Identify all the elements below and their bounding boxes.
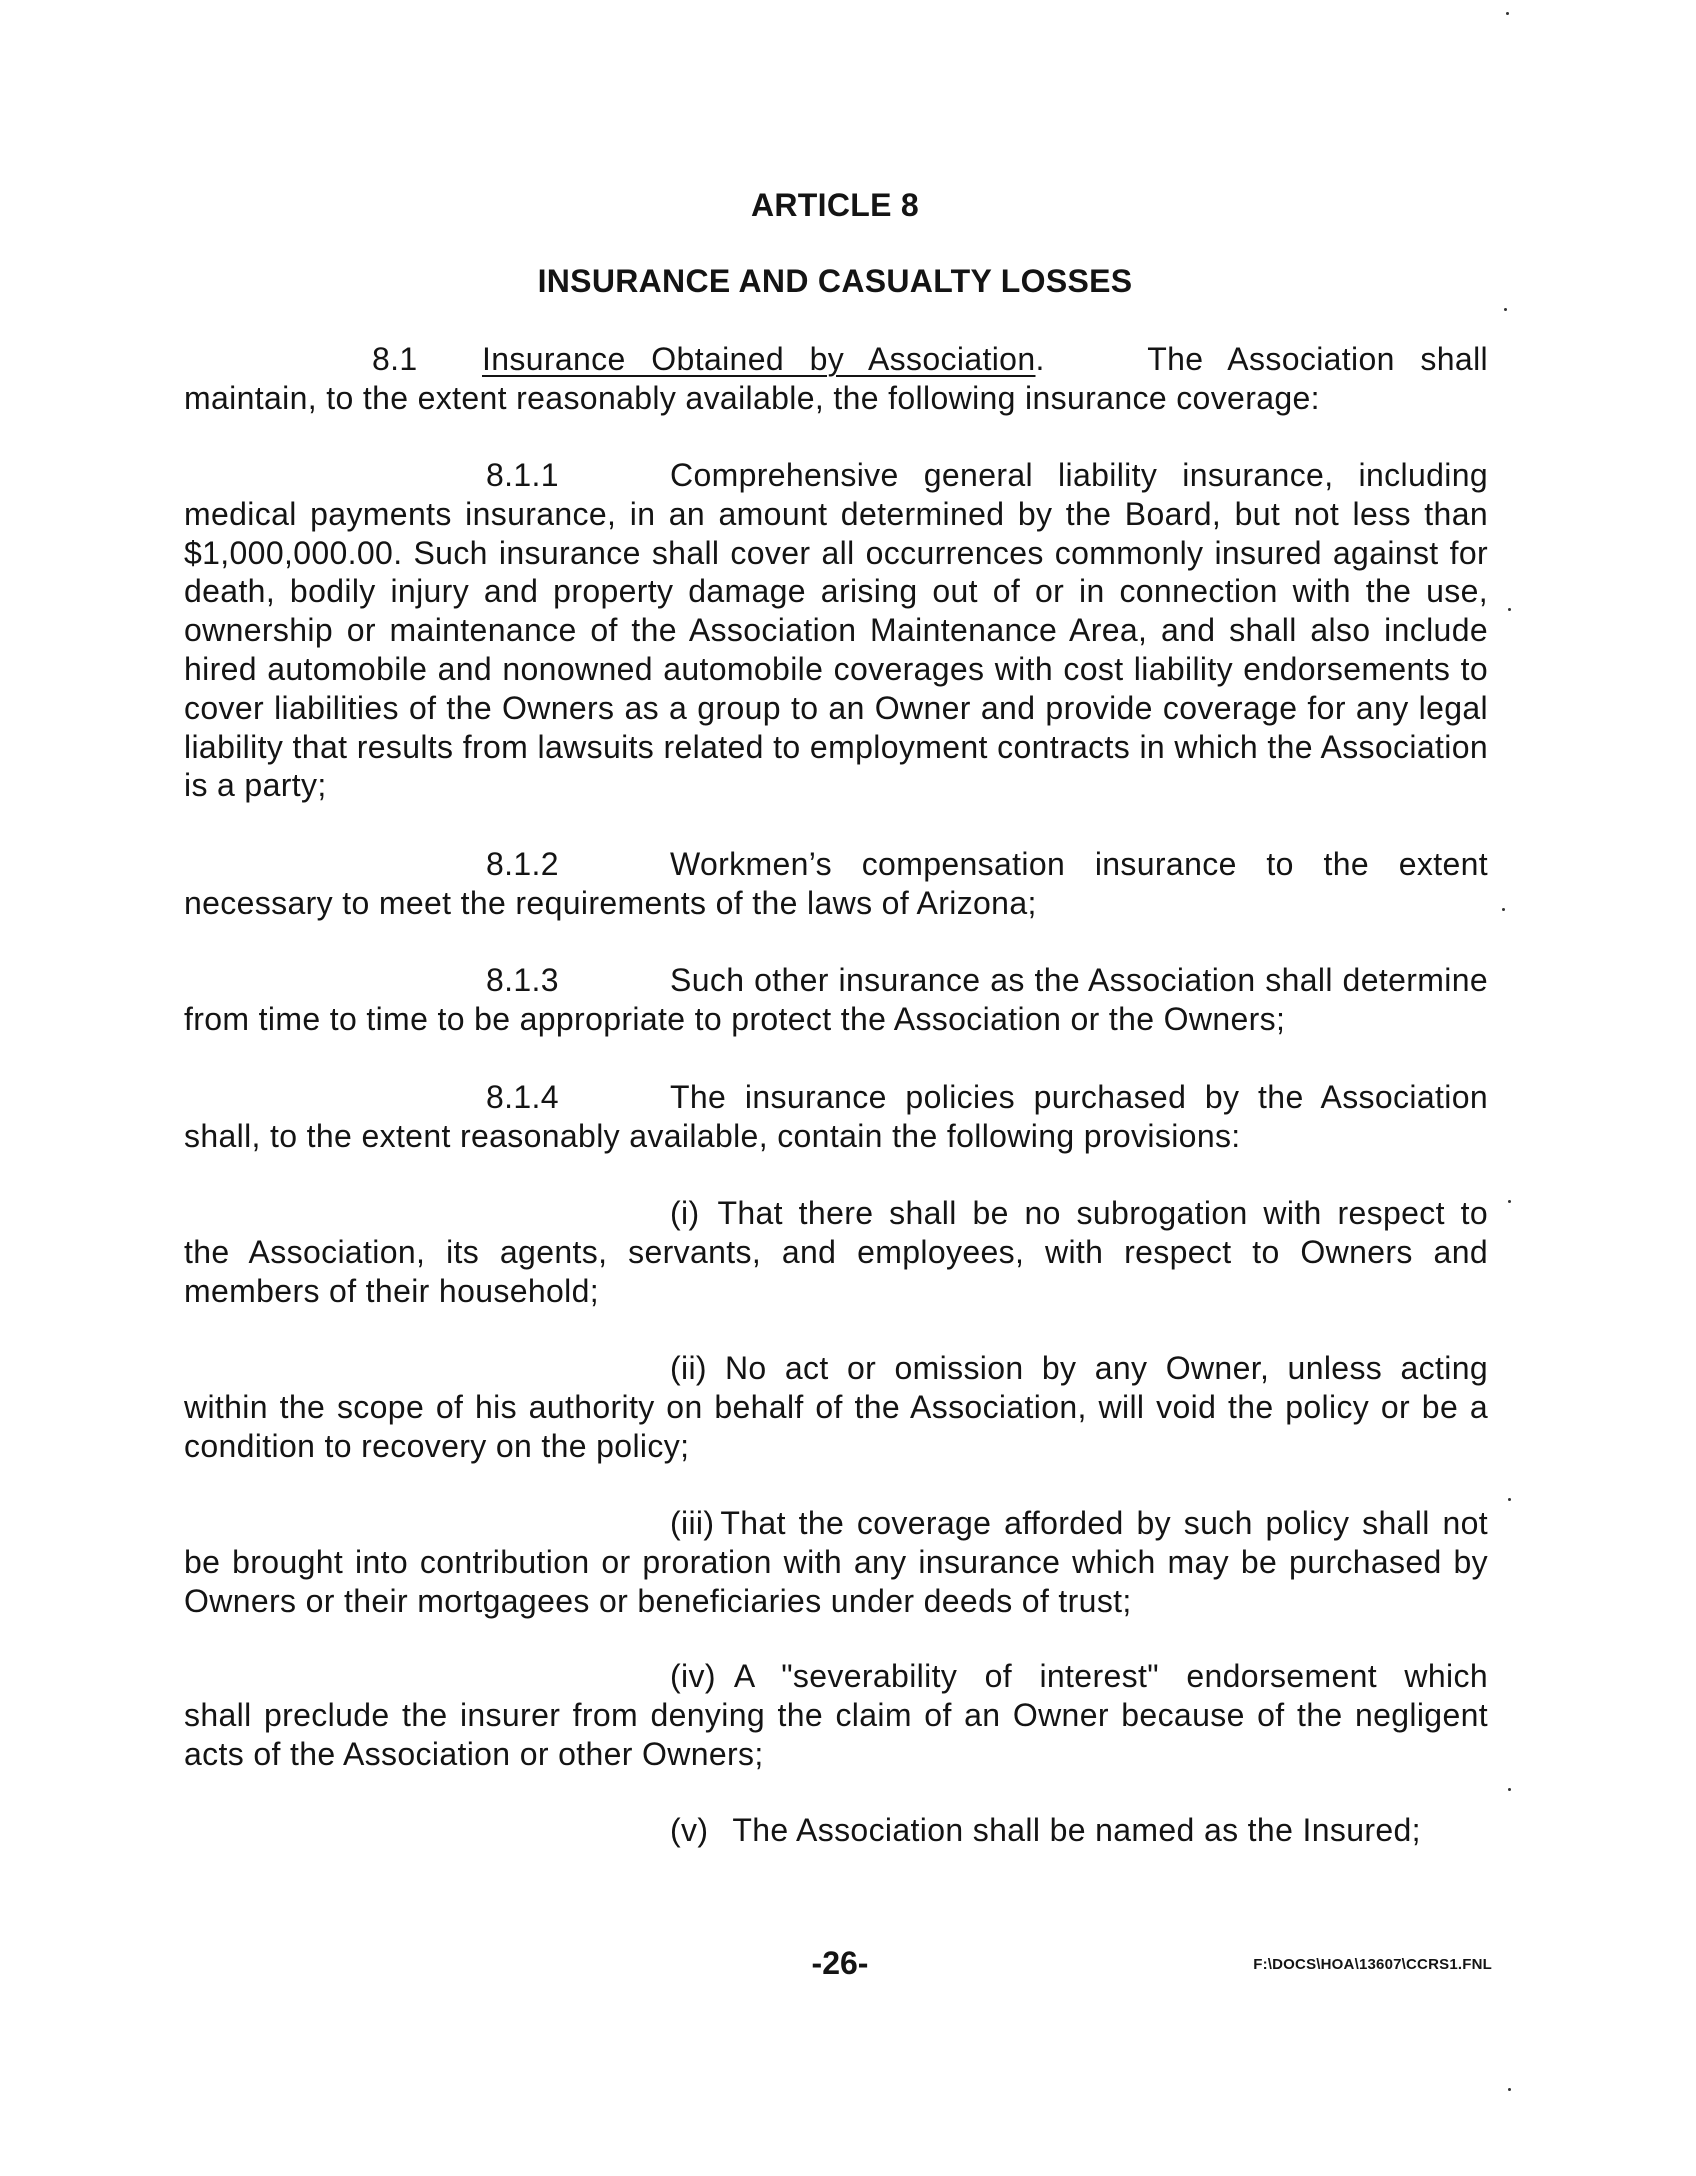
section-heading: Insurance Obtained by Association: [482, 341, 1036, 377]
provision-label: (iv): [670, 1658, 716, 1694]
scan-speck: [1508, 1200, 1511, 1203]
file-path: F:\DOCS\HOA\13607\CCRS1.FNL: [1253, 1956, 1492, 1973]
provision-first-line: That the coverage afforded by such policy shall not: [720, 1505, 1488, 1541]
provision-body: within the scope of his authority on behalf of the Association, will void the policy or be a condition to recovery on the policy;: [184, 1388, 1488, 1464]
subsection-first-line: Such other insurance as the Association shall determine: [670, 962, 1488, 998]
section-8-1: 8.1 Insurance Obtained by Association. The Association shall maintain, to the extent reasonably available, the following insurance coverage:: [184, 341, 1488, 416]
provision-body: shall preclude the insurer from denying the claim of an Owner because of the negligent acts of the Association or other Owners;: [184, 1696, 1488, 1772]
scan-speck: [1506, 12, 1509, 15]
subsection-body: from time to time to be appropriate to protect the Association or the Owners;: [184, 1000, 1286, 1037]
provision-first-line: A "severability of interest" endorsement which: [733, 1658, 1488, 1694]
provision-v: [184, 1811, 1488, 1850]
section-number: 8.1: [372, 341, 418, 377]
scan-speck: [1508, 2088, 1511, 2091]
subsection-first-line: The insurance policies purchased by the Association: [670, 1079, 1488, 1115]
provision-iii: [184, 1504, 1488, 1620]
provision-iv: [184, 1657, 1488, 1773]
subsection-number: 8.1.1: [486, 457, 559, 493]
subsection-body: medical payments insurance, in an amount determined by the Board, but not less than $1,000,000.00. Such insurance shall cover all occurrences commonly insured against for death, bodily injury and property damage arising out of or in connection with the use, ownership or maintenance of the Association Maintenance Area, and shall also include hired automobile and nonowned automobile coverages with cost liability endorsements to cover liabilities of the Owners as a group to an Owner and provide coverage for any legal liability that results from lawsuits related to employment contracts in which the Association is a party;: [184, 495, 1488, 804]
subsection-8-1-2: [184, 845, 1488, 923]
scan-speck: [1508, 1498, 1511, 1501]
article-number: ARTICLE 8: [750, 187, 920, 223]
subsection-number: 8.1.3: [486, 962, 559, 998]
article-title: INSURANCE AND CASUALTY LOSSES: [537, 263, 1133, 299]
provision-i: [184, 1194, 1488, 1310]
provision-body: the Association, its agents, servants, and employees, with respect to Owners and members of their household;: [184, 1233, 1488, 1309]
subsection-number: 8.1.2: [486, 846, 559, 882]
provision-first-line: The Association shall be named as the Insured;: [732, 1812, 1421, 1848]
subsection-8-1-3: [184, 961, 1488, 1039]
subsection-body: shall, to the extent reasonably available, contain the following provisions:: [184, 1117, 1241, 1154]
page-number: -26-: [811, 1945, 869, 1981]
provision-label: (i): [670, 1195, 700, 1231]
provision-first-line: That there shall be no subrogation with respect to: [717, 1195, 1488, 1231]
provision-body: be brought into contribution or proration with any insurance which may be purchased by Owners or their mortgagees or beneficiaries under deeds of trust;: [184, 1543, 1488, 1619]
scan-speck: [1508, 1788, 1511, 1791]
scan-speck: [1508, 608, 1511, 611]
provision-label: (v): [670, 1812, 709, 1848]
subsection-8-1-4: [184, 1078, 1488, 1156]
provision-label: (ii): [670, 1350, 707, 1386]
subsection-8-1-1: [184, 456, 1488, 805]
provision-label: (iii): [670, 1505, 715, 1541]
scan-speck: [1502, 908, 1505, 911]
subsection-body: necessary to meet the requirements of the laws of Arizona;: [184, 884, 1037, 921]
section-first-line: The Association shall: [1147, 341, 1488, 377]
provision-ii: [184, 1349, 1488, 1465]
section-body: maintain, to the extent reasonably available, the following insurance coverage:: [184, 379, 1320, 416]
subsection-first-line: Workmen’s compensation insurance to the extent: [670, 846, 1488, 882]
subsection-number: 8.1.4: [486, 1079, 559, 1115]
scan-speck: [1504, 308, 1507, 311]
provision-first-line: No act or omission by any Owner, unless acting: [724, 1350, 1488, 1386]
subsection-first-line: Comprehensive general liability insurance, including: [670, 457, 1488, 493]
